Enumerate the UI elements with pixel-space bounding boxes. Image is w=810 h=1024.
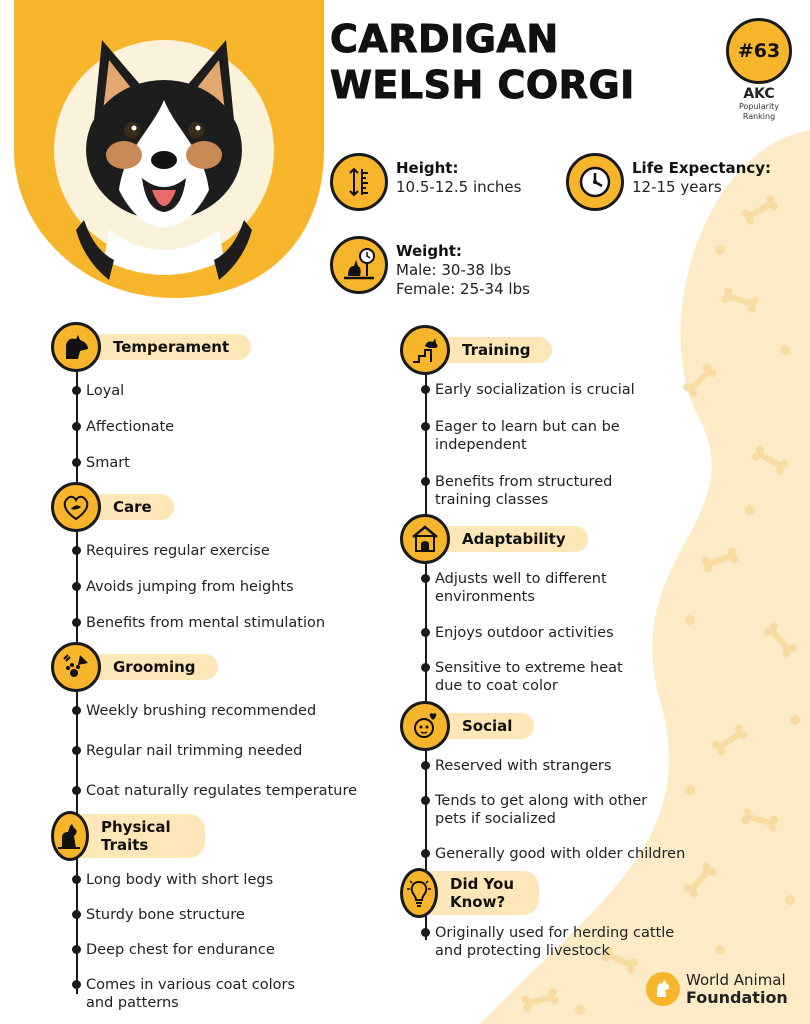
bullet-dot — [72, 980, 81, 989]
list-item: Smart — [86, 455, 130, 471]
list-item: Comes in various coat colors — [86, 977, 295, 993]
list-item-continuation: independent — [435, 437, 527, 453]
list-item: Tends to get along with other — [435, 793, 648, 809]
world-animal-foundation-logo — [646, 972, 788, 1006]
weight-female: Female: 25-34 lbs — [396, 280, 530, 298]
bullet-dot — [72, 458, 81, 467]
bullet-dot — [72, 706, 81, 715]
list-item: Eager to learn but can be — [435, 419, 620, 435]
title-line-2: WELSH CORGI — [330, 63, 635, 107]
list-item: Avoids jumping from heights — [86, 579, 294, 595]
bullet-dot — [72, 422, 81, 431]
list-item-continuation: and protecting livestock — [435, 943, 610, 959]
weight-male: Male: 30-38 lbs — [396, 261, 512, 279]
list-item: Regular nail trimming needed — [86, 743, 303, 759]
bullet-dot — [72, 582, 81, 591]
bullet-dot — [72, 875, 81, 884]
sitting-dog-icon — [51, 811, 89, 861]
list-item: Benefits from structured — [435, 474, 613, 490]
heart-leaf-icon — [51, 482, 101, 532]
bullet-dot — [72, 945, 81, 954]
bullet-dot — [421, 796, 430, 805]
logo-line-2: Foundation — [686, 988, 788, 1007]
bullet-dot — [72, 546, 81, 555]
list-item: Enjoys outdoor activities — [435, 625, 614, 641]
bullet-dot — [421, 628, 430, 637]
bullet-dot — [421, 849, 430, 858]
title-line-1: CARDIGAN — [330, 17, 559, 61]
grooming-title: Grooming — [93, 654, 218, 680]
temperament-title: Temperament — [93, 334, 251, 360]
list-item-continuation: training classes — [435, 492, 549, 508]
training-title: Training — [442, 337, 552, 363]
height-value: 10.5-12.5 inches — [396, 178, 522, 196]
clock-icon — [566, 153, 624, 211]
dog-portrait — [14, 0, 324, 300]
akc-sub-1: Popularity — [738, 102, 780, 111]
list-item-continuation: and patterns — [86, 995, 179, 1011]
bullet-dot — [72, 910, 81, 919]
height-label: Height: — [396, 159, 459, 177]
list-item: Early socialization is crucial — [435, 382, 635, 398]
weight-label: Weight: — [396, 242, 462, 260]
list-item: Generally good with older children — [435, 846, 686, 862]
list-item: Originally used for herding cattle — [435, 925, 675, 941]
bullet-dot — [421, 663, 430, 672]
list-item: Sturdy bone structure — [86, 907, 245, 923]
life-expectancy-stat — [566, 153, 771, 211]
akc-sub-2: Ranking — [742, 112, 776, 121]
list-item: Coat naturally regulates temperature — [86, 783, 358, 799]
adaptability-title: Adaptability — [442, 526, 588, 552]
dog-house-icon — [400, 514, 450, 564]
list-item: Long body with short legs — [86, 872, 274, 888]
list-item: Deep chest for endurance — [86, 942, 275, 958]
list-item-continuation: pets if socialized — [435, 811, 556, 827]
training-icon — [400, 325, 450, 375]
dog-heart-icon — [400, 701, 450, 751]
bullet-dot — [72, 386, 81, 395]
bullet-dot — [72, 618, 81, 627]
akc-label: AKC — [743, 86, 775, 102]
scale-icon — [330, 236, 388, 294]
social-title: Social — [442, 713, 534, 739]
akc-rank-badge: #63 — [726, 18, 792, 84]
life-value: 12-15 years — [632, 178, 722, 196]
bullet-dot — [72, 786, 81, 795]
list-item-continuation: due to coat color — [435, 678, 558, 694]
breed-title — [330, 16, 635, 108]
list-item: Adjusts well to different — [435, 571, 607, 587]
weight-stat — [330, 236, 530, 299]
list-item: Requires regular exercise — [86, 543, 270, 559]
lightbulb-icon — [400, 868, 438, 918]
height-stat — [330, 153, 521, 211]
care-title: Care — [93, 494, 174, 520]
logo-line-1: World Animal — [686, 971, 786, 989]
ruler-icon — [330, 153, 388, 211]
bullet-dot — [72, 746, 81, 755]
list-item: Reserved with strangers — [435, 758, 612, 774]
dog-head-icon — [51, 322, 101, 372]
physical-traits-title: Physical Traits — [81, 814, 205, 858]
list-item-continuation: environments — [435, 589, 535, 605]
list-item: Loyal — [86, 383, 125, 399]
bullet-dot — [421, 477, 430, 486]
bullet-dot — [421, 574, 430, 583]
foundation-dog-icon — [646, 972, 680, 1006]
list-item: Affectionate — [86, 419, 175, 435]
bullet-dot — [421, 385, 430, 394]
brush-paw-icon — [51, 642, 101, 692]
did-you-know-title: Did You Know? — [430, 871, 539, 915]
bullet-dot — [421, 422, 430, 431]
list-item: Benefits from mental stimulation — [86, 615, 326, 631]
list-item: Weekly brushing recommended — [86, 703, 317, 719]
life-label: Life Expectancy: — [632, 159, 771, 177]
bullet-dot — [421, 928, 430, 937]
bullet-dot — [421, 761, 430, 770]
list-item: Sensitive to extreme heat — [435, 660, 623, 676]
akc-ranking — [726, 18, 792, 122]
